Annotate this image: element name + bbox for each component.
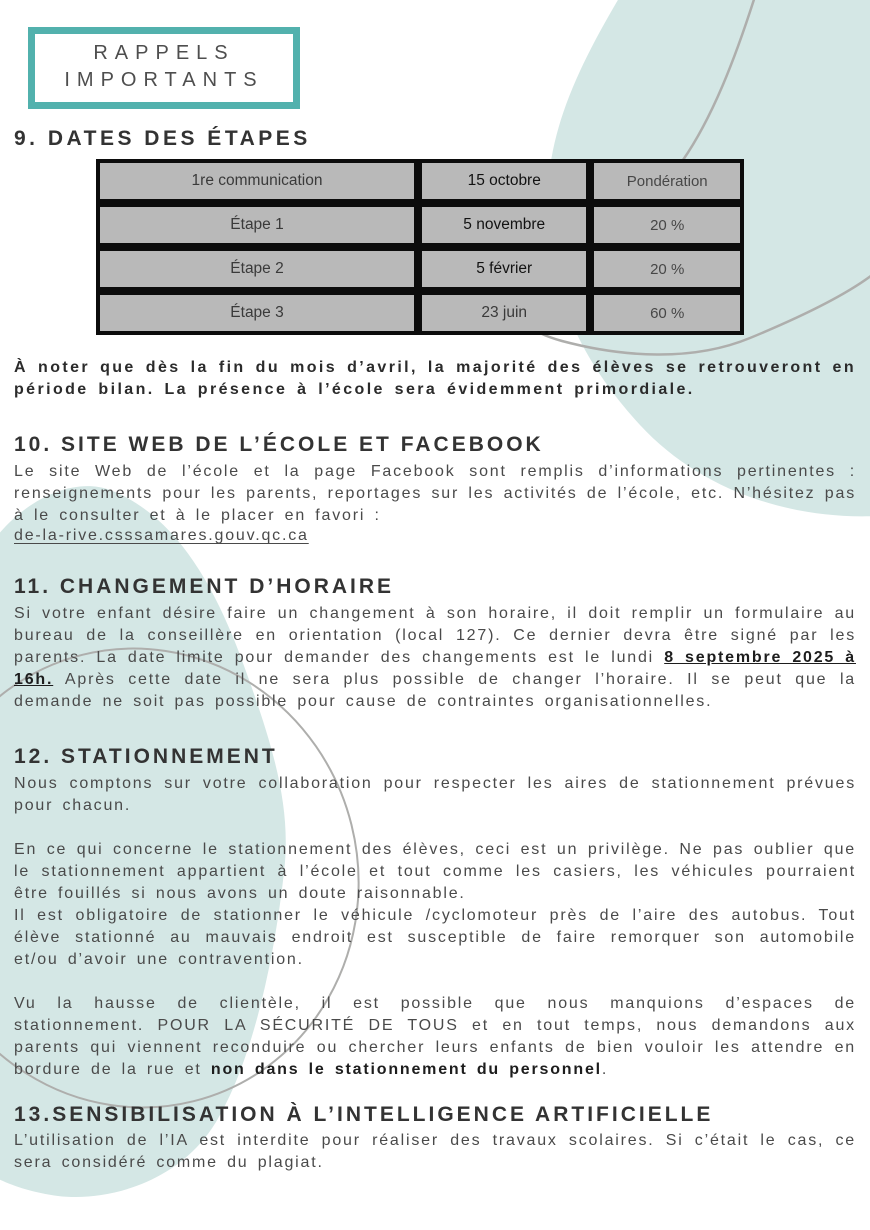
- banner-title-line2: IMPORTANTS: [64, 69, 264, 91]
- table-cell: 5 février: [418, 247, 590, 291]
- section9-heading: 9. DATES DES ÉTAPES: [14, 127, 311, 150]
- table-cell: 1re communication: [96, 159, 418, 203]
- table-row: [96, 159, 744, 203]
- rappels-banner: [28, 27, 300, 109]
- table-cell: Étape 2: [96, 247, 418, 291]
- etapes-table-body: [96, 159, 744, 335]
- table-row: [96, 247, 744, 291]
- table-cell: 5 novembre: [418, 203, 590, 247]
- section11-heading: 11. CHANGEMENT D’HORAIRE: [14, 575, 395, 598]
- table-row: [96, 291, 744, 335]
- section13-body: L’utilisation de l’IA est interdite pour réaliser des travaux scolaires. Si c’était le cas, ce sera considéré comme du plagiat.: [14, 1132, 856, 1171]
- section9-note: À noter que dès la fin du mois d’avril, la majorité des élèves se retrouveront en période bilan. La présence à l’école sera évidemment primordiale.: [14, 359, 856, 398]
- section12-para1: Nous comptons sur votre collaboration pour respecter les aires de stationnement prévues pour chacun.: [14, 775, 856, 814]
- table-cell: 20 %: [590, 203, 744, 247]
- section12-para3: Vu la hausse de clientèle, il est possible que nous manquions d’espaces de stationnement. POUR LA SÉCURITÉ DE TOUS et en tout temps, nous demandons aux parents qui viennent reconduire ou chercher leurs enfants de bien vouloir les attendre en bordure de la rue et non dans le stationnement du personnel.: [14, 995, 856, 1078]
- table-cell: 23 juin: [418, 291, 590, 335]
- banner-title-line1: RAPPELS: [93, 42, 235, 64]
- table-cell: Étape 3: [96, 291, 418, 335]
- section12-heading: 12. STATIONNEMENT: [14, 745, 278, 768]
- table-cell: Pondération: [590, 159, 744, 203]
- section12-para2b: Il est obligatoire de stationner le véhicule /cyclomoteur près de l’aire des autobus. Tout élève stationné au mauvais endroit est susceptible de faire remorquer son automobile et/ou d’avoir une contravention.: [14, 907, 856, 968]
- section13-heading: 13.SENSIBILISATION À L’INTELLIGENCE ARTIFICIELLE: [14, 1103, 714, 1126]
- table-cell: 60 %: [590, 291, 744, 335]
- section10-heading: 10. SITE WEB DE L’ÉCOLE ET FACEBOOK: [14, 433, 544, 456]
- section10-body: Le site Web de l’école et la page Facebook sont remplis d’informations pertinentes : renseignements pour les parents, reportages sur les activités de l’école, etc. N’hésitez pas à le consulter et à le placer en favori :: [14, 463, 856, 524]
- table-cell: 15 octobre: [418, 159, 590, 203]
- etapes-table: [96, 159, 744, 335]
- school-website-link[interactable]: de-la-rive.csssamares.gouv.qc.ca: [14, 527, 309, 544]
- table-cell: Étape 1: [96, 203, 418, 247]
- section12-para2a: En ce qui concerne le stationnement des élèves, ceci est un privilège. Ne pas oublier que le stationnement appartient à l’école et tout comme les casiers, les véhicules pourraient être fouillés si nous avons un doute raisonnable.: [14, 841, 856, 902]
- table-cell: 20 %: [590, 247, 744, 291]
- document-content: [0, 27, 870, 1174]
- table-row: [96, 203, 744, 247]
- section11-body: Si votre enfant désire faire un changement à son horaire, il doit remplir un formulaire au bureau de la conseillère en orientation (local 127). Ce dernier devra être signé par les parents. La date limite pour demander des changements est le lundi 8 septembre 2025 à 16h. Après cette date il ne sera plus possible de changer l’horaire. Il se peut que la demande ne soit pas possible pour cause de contraintes organisationnelles.: [14, 605, 856, 710]
